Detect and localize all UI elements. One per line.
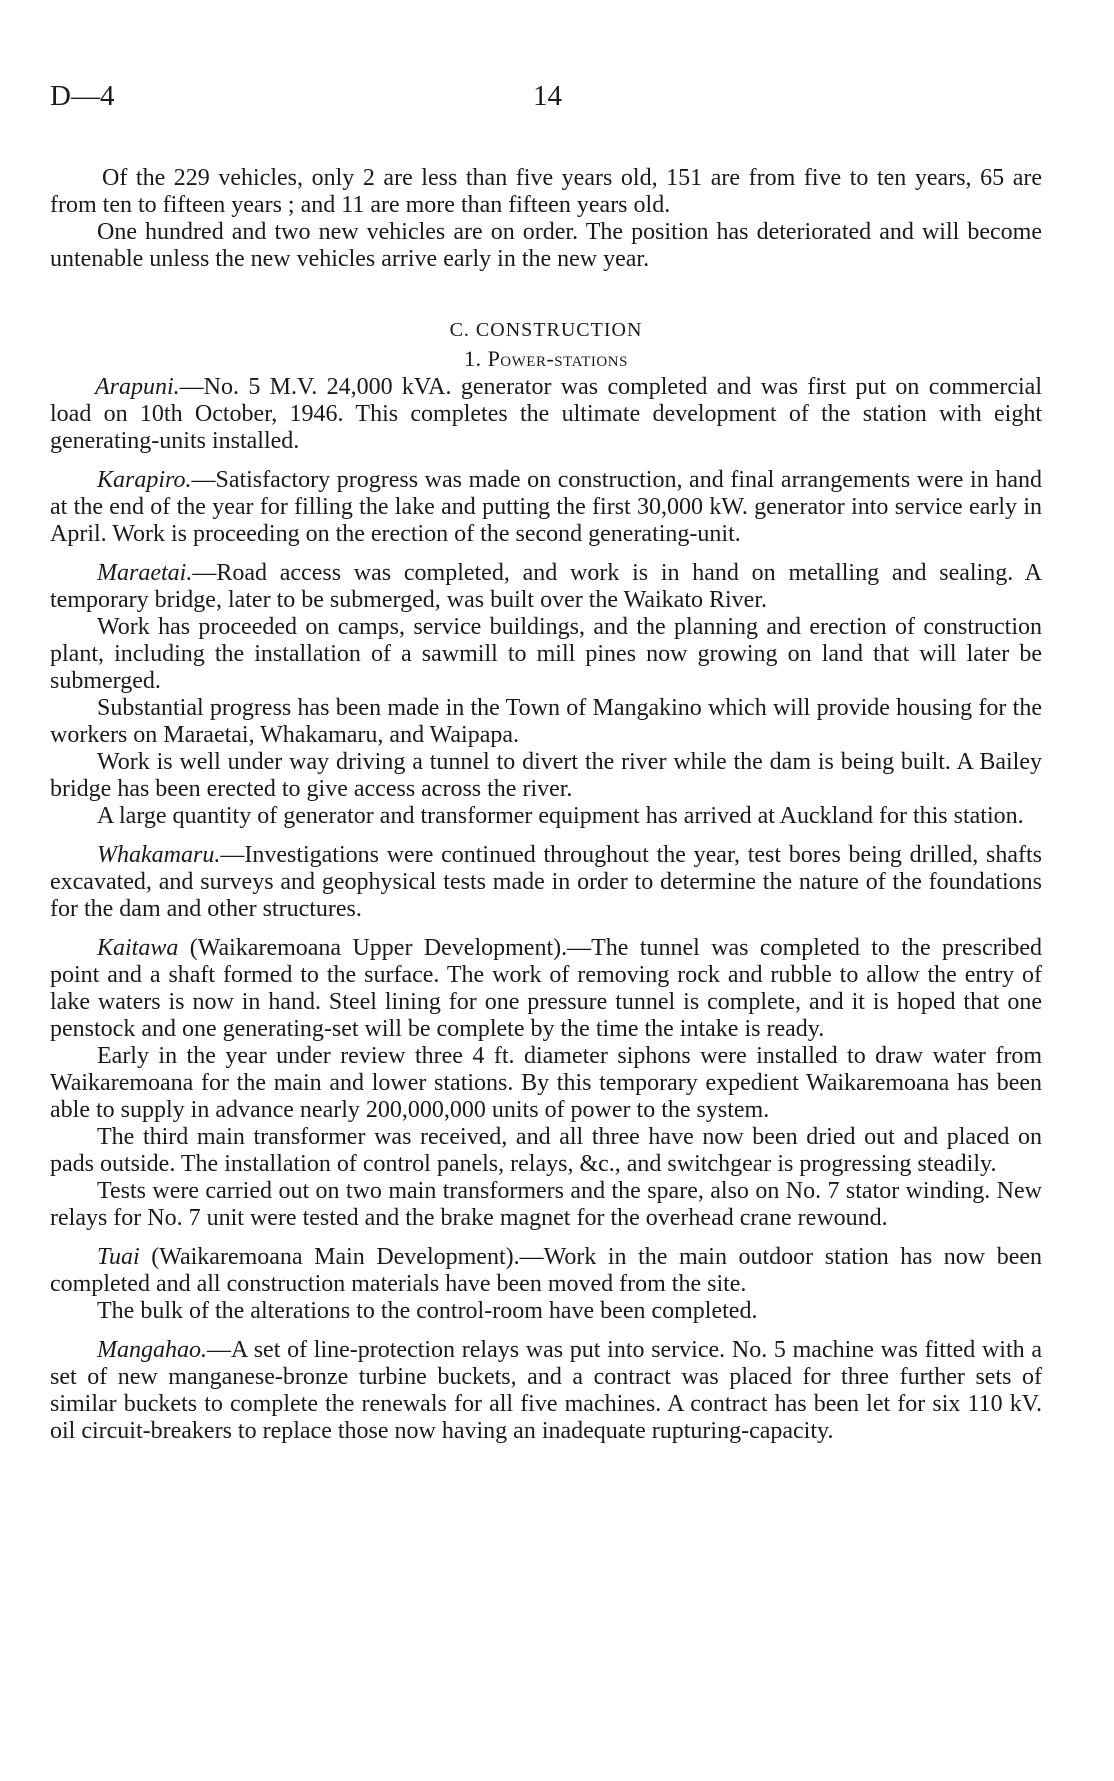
page-number: 14 bbox=[533, 80, 562, 112]
entry-lead-arapuni: Arapuni. bbox=[95, 374, 180, 400]
intro-paragraph: One hundred and two new vehicles are on order. The position has deteriorated and will become untenable unless the new vehicles arrive early in the new year. bbox=[50, 219, 1042, 272]
entry-lead-tuai: Tuai bbox=[97, 1244, 140, 1270]
entry-mangahao bbox=[50, 1337, 1042, 1445]
entry-paragraph: Early in the year under review three 4 ft. diameter siphons were installed to draw water from Waikaremoana for the main and lower stations. By this temporary expedient Waikaremoana has been able to supply in advance nearly 200,000,000 units of power to the system. bbox=[50, 1043, 1042, 1123]
entry-arapuni bbox=[50, 374, 1042, 455]
entry-maraetai bbox=[50, 560, 1042, 614]
page-body bbox=[50, 165, 1042, 1445]
entry-lead-whakamaru: Whakamaru. bbox=[97, 842, 221, 868]
entry-paragraph: Substantial progress has been made in the Town of Mangakino which will provide housing for the workers on Maraetai, Whakamaru, and Waipapa. bbox=[50, 695, 1042, 748]
entry-paragraph: The bulk of the alterations to the control-room have been completed. bbox=[97, 1298, 758, 1324]
entry-text: (Waikaremoana Upper Development).—The tunnel was completed to the prescribed point and a shaft formed to the surface. The work of removing rock and rubble to allow the entry of lake waters is now in hand. Steel lining for one pressure tunnel is complete, and it is hoped that one penstock and one generating-set will be complete by the time the intake is ready. bbox=[50, 935, 1042, 1042]
document-reference: D—4 bbox=[50, 80, 115, 112]
entry-lead-mangahao: Mangahao. bbox=[97, 1337, 207, 1363]
entry-lead-maraetai: Maraetai. bbox=[97, 560, 193, 586]
entry-karapiro bbox=[50, 467, 1042, 548]
entry-kaitawa bbox=[50, 935, 1042, 1043]
entry-text: (Waikaremoana Main Development).—Work in the main outdoor station has now been completed and all construction materials have been moved from the site. bbox=[50, 1244, 1042, 1297]
subsection-heading: 1. Power-stations bbox=[464, 346, 628, 371]
entry-paragraph: Tests were carried out on two main transformers and the spare, also on No. 7 stator winding. New relays for No. 7 unit were tested and the brake magnet for the overhead crane rewound. bbox=[50, 1178, 1042, 1231]
entry-text: —Satisfactory progress was made on construction, and final arrangements were in hand at the end of the year for filling the lake and putting the first 30,000 kW. generator into service early in April. Work is proceeding on the erection of the second generating-unit. bbox=[50, 467, 1042, 547]
entry-paragraph: A large quantity of generator and transformer equipment has arrived at Auckland for this station. bbox=[97, 803, 1024, 829]
intro-paragraph: Of the 229 vehicles, only 2 are less than five years old, 151 are from five to ten years, 65 are from ten to fifteen years ; and 11 are more than fifteen years old. bbox=[50, 165, 1042, 218]
entry-text: —A set of line-protection relays was put into service. No. 5 machine was fitted with a set of new manganese-bronze turbine buckets, and a contract was placed for three further sets of similar buckets to complete the renewals for all five machines. A contract has been let for six 110 kV. oil circuit-breakers to replace those now having an inadequate rupturing-capacity. bbox=[50, 1337, 1042, 1444]
entry-lead-karapiro: Karapiro. bbox=[97, 467, 192, 493]
entry-whakamaru bbox=[50, 842, 1042, 923]
entry-paragraph: Work has proceeded on camps, service buildings, and the planning and erection of construction plant, including the installation of a sawmill to mill pines now growing on land that will later be submerged. bbox=[50, 614, 1042, 694]
entry-text: —Investigations were continued throughout the year, test bores being drilled, shafts excavated, and surveys and geophysical tests made in order to determine the nature of the foundations for the dam and other structures. bbox=[50, 842, 1042, 922]
entry-tuai bbox=[50, 1244, 1042, 1298]
entry-lead-kaitawa: Kaitawa bbox=[97, 935, 179, 961]
entry-text: —No. 5 M.V. 24,000 kVA. generator was completed and was first put on commercial load on 10th October, 1946. This completes the ultimate development of the station with eight generating-units installed. bbox=[50, 374, 1042, 454]
page-header bbox=[50, 78, 1042, 118]
section-heading: C. CONSTRUCTION bbox=[449, 319, 643, 341]
entry-text: —Road access was completed, and work is in hand on metalling and sealing. A temporary bridge, later to be submerged, was built over the Waikato River. bbox=[50, 560, 1042, 613]
document-page bbox=[50, 78, 1042, 1445]
entry-paragraph: The third main transformer was received, and all three have now been dried out and placed on pads outside. The installation of control panels, relays, &c., and switchgear is progressing steadily. bbox=[50, 1124, 1042, 1177]
entry-paragraph: Work is well under way driving a tunnel to divert the river while the dam is being built. A Bailey bridge has been erected to give access across the river. bbox=[50, 749, 1042, 802]
